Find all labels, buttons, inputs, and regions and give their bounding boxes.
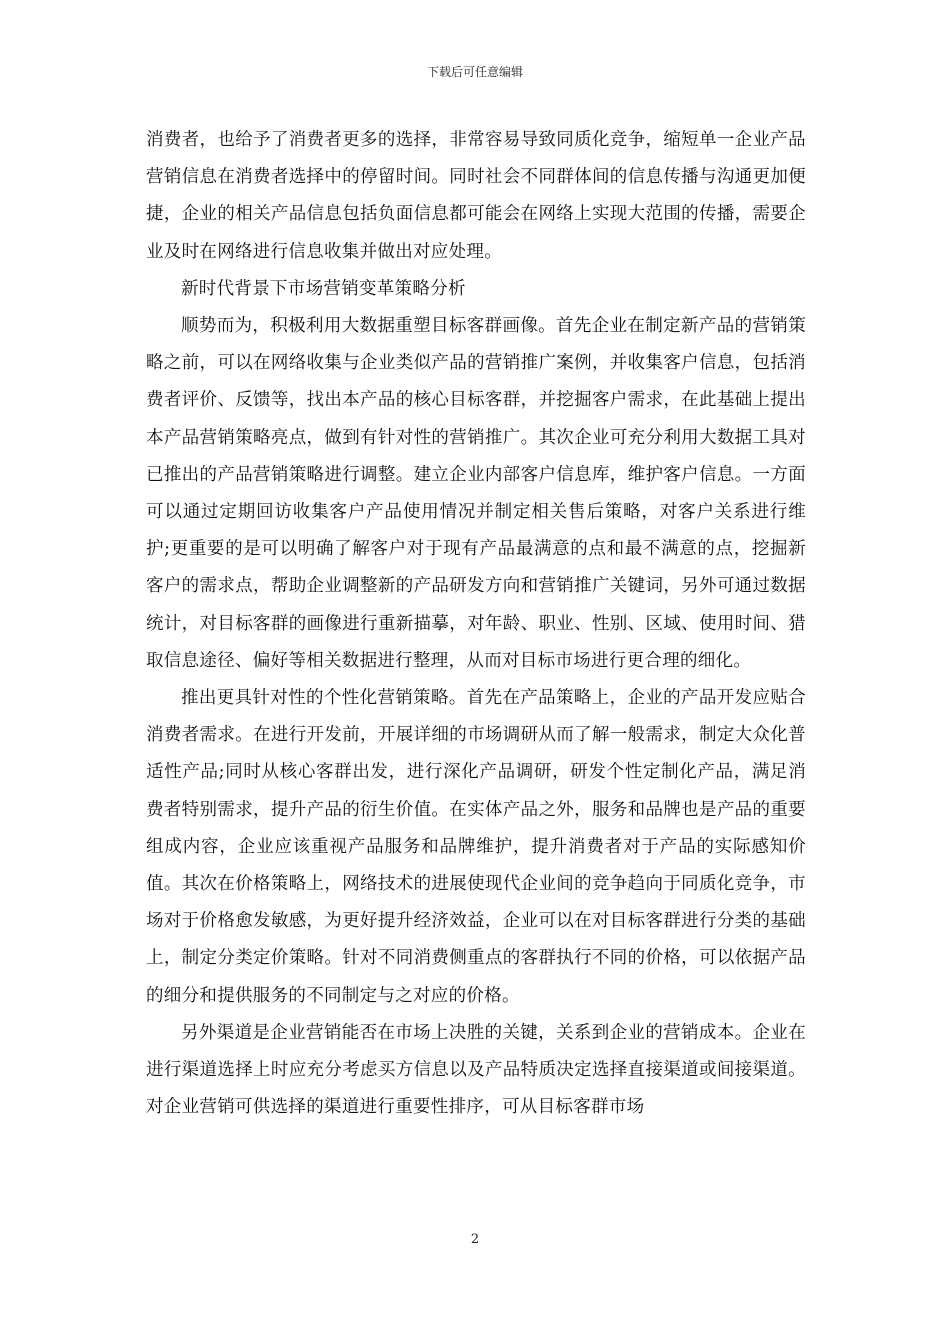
page-header: 下载后可任意编辑	[426, 65, 523, 79]
paragraph-personalized-strategy: 推出更具针对性的个性化营销策略。首先在产品策略上，企业的产品开发应贴合消费者需求。在进行开发前，开展详细的市场调研从而了解一般需求，制定大众化普适性产品;同时从核心客群出发，进行深化产品调研，研发个性定制化产品，满足消费者特别需求，提升产品的衍生价值。在实体产品之外，服务和品牌也是产品的重要组成内容，企业应该重视产品服务和品牌维护，提升消费者对于产品的实际感知价值。其次在价格策略上，网络技术的进展使现代企业间的竞争趋向于同质化竞争，市场对于价格愈发敏感，为更好提升经济效益，企业可以在对目标客群进行分类的基础上，制定分类定价策略。针对不同消费侧重点的客群执行不同的价格，可以依据产品的细分和提供服务的不同制定与之对应的价格。	[146, 688, 806, 1006]
paragraph-channel: 另外渠道是企业营销能否在市场上决胜的关键，关系到企业的营销成本。企业在进行渠道选择上时应充分考虑买方信息以及产品特质决定选择直接渠道或间接渠道。对企业营销可供选择的渠道进行重要性排序，可从目标客群市场	[146, 1022, 806, 1118]
paragraph-continuation: 消费者，也给予了消费者更多的选择，非常容易导致同质化竞争，缩短单一企业产品营销信息在消费者选择中的停留时间。同时社会不同群体间的信息传播与沟通更加便捷，企业的相关产品信息包括负面信息都可能会在网络上实现大范围的传播，需要企业及时在网络进行信息收集并做出对应处理。	[146, 130, 806, 262]
document-body	[146, 122, 806, 1126]
paragraph-big-data: 顺势而为，积极利用大数据重塑目标客群画像。首先企业在制定新产品的营销策略之前，可以在网络收集与企业类似产品的营销推广案例，并收集客户信息，包括消费者评价、反馈等，找出本产品的核心目标客群，并挖掘客户需求，在此基础上提出本产品营销策略亮点，做到有针对性的营销推广。其次企业可充分利用大数据工具对已推出的产品营销策略进行调整。建立企业内部客户信息库，维护客户信息。一方面可以通过定期回访收集客户产品使用情况并制定相关售后策略，对客户关系进行维护;更重要的是可以明确了解客户对于现有产品最满意的点和最不满意的点，挖掘新客户的需求点，帮助企业调整新的产品研发方向和营销推广关键词，另外可通过数据统计，对目标客群的画像进行重新描摹，对年龄、职业、性别、区域、使用时间、猎取信息途径、偏好等相关数据进行整理，从而对目标市场进行更合理的细化。	[146, 316, 806, 671]
section-heading: 新时代背景下市场营销变革策略分析	[181, 278, 466, 299]
page-number: 2	[470, 1232, 480, 1247]
